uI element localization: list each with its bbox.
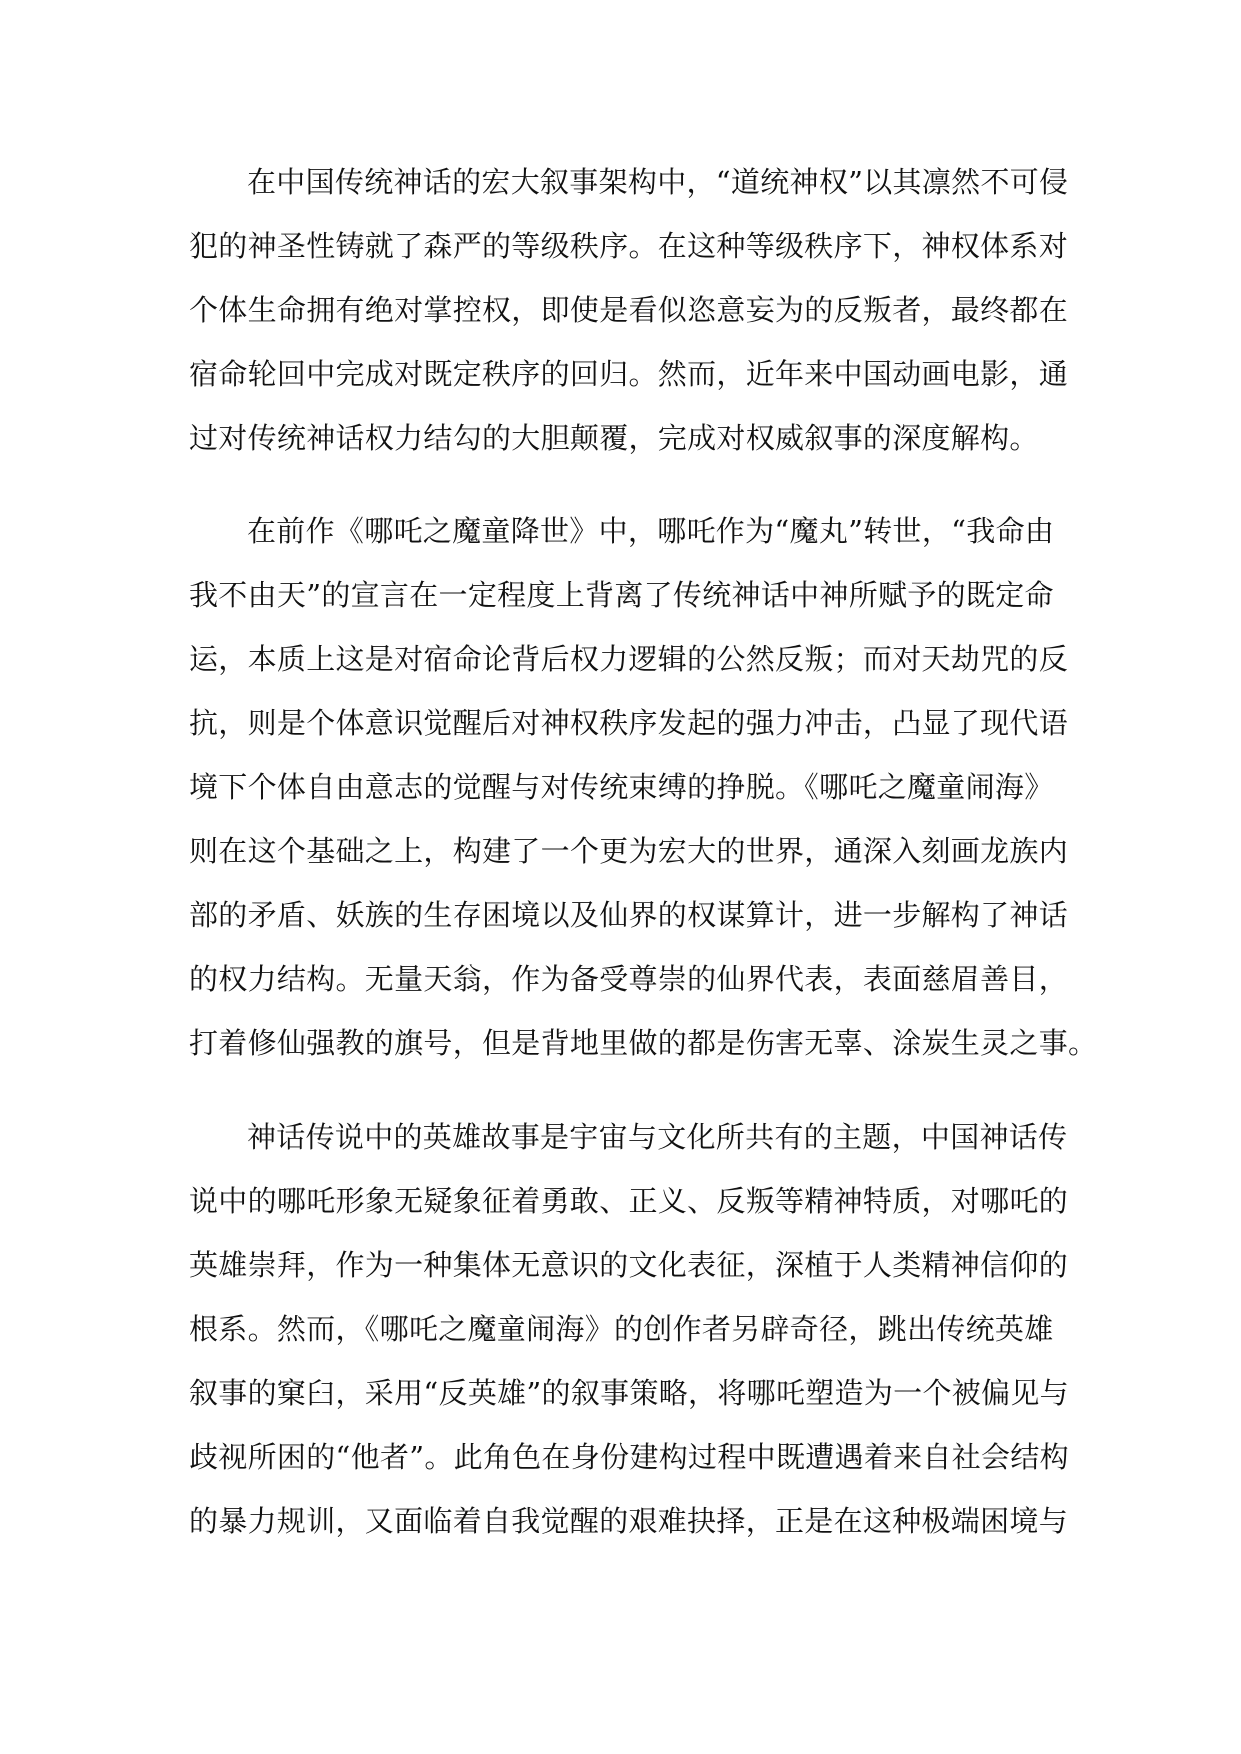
paragraph-3-line-4: 根系。然而，《哪吒之魔童闹海》的创作者另辟奇径，跳出传统英雄: [189, 1312, 1054, 1346]
paragraph-2-line-1: 在前作《哪吒之魔童降世》中，哪吒作为“魔丸”转世，“我命由: [247, 514, 1055, 548]
paragraph-2-line-5: 境下个体自由意志的觉醒与对传统束缚的挣脱。《哪吒之魔童闹海》: [189, 770, 1054, 804]
paragraph-3-line-5: 叙事的窠臼，采用“反英雄”的叙事策略，将哪吒塑造为一个被偏见与: [189, 1376, 1069, 1410]
paragraph-1-line-3: 个体生命拥有绝对掌控权，即使是看似恣意妄为的反叛者，最终都在: [189, 293, 1069, 327]
paragraph-2-line-3: 运，本质上这是对宿命论背后权力逻辑的公然反叛；而对天劫咒的反: [189, 642, 1069, 676]
paragraph-3-line-1: 神话传说中的英雄故事是宇宙与文化所共有的主题，中国神话传: [247, 1120, 1068, 1154]
paragraph-1-line-1: 在中国传统神话的宏大叙事架构中，“道统神权”以其凛然不可侵: [247, 165, 1069, 199]
paragraph-2-line-9: 打着修仙强教的旗号，但是背地里做的都是伤害无辜、涂炭生灵之事。: [189, 1026, 1098, 1060]
paragraph-3-line-6: 歧视所困的“他者”。此角色在身份建构过程中既遭遇着来自社会结构: [189, 1440, 1069, 1474]
paragraph-2-line-6: 则在这个基础之上，构建了一个更为宏大的世界，通深入刻画龙族内: [189, 834, 1069, 868]
paragraph-1-line-2: 犯的神圣性铸就了森严的等级秩序。在这种等级秩序下，神权体系对: [189, 229, 1069, 263]
paragraph-1-line-5: 过对传统神话权力结勾的大胆颠覆，完成对权威叙事的深度解构。: [189, 421, 1039, 455]
paragraph-3-line-2: 说中的哪吒形象无疑象征着勇敢、正义、反叛等精神特质，对哪吒的: [189, 1184, 1069, 1218]
paragraph-2-line-7: 部的矛盾、妖族的生存困境以及仙界的权谋算计，进一步解构了神话: [189, 898, 1069, 932]
paragraph-2-line-4: 抗，则是个体意识觉醒后对神权秩序发起的强力冲击，凸显了现代语: [189, 706, 1069, 740]
paragraph-2-line-2: 我不由天”的宣言在一定程度上背离了传统神话中神所赋予的既定命: [189, 578, 1054, 612]
paragraph-1-line-4: 宿命轮回中完成对既定秩序的回归。然而，近年来中国动画电影，通: [189, 357, 1069, 391]
paragraph-2-line-8: 的权力结构。无量天翁，作为备受尊崇的仙界代表，表面慈眉善目，: [189, 962, 1069, 996]
paragraph-3-line-3: 英雄崇拜，作为一种集体无意识的文化表征，深植于人类精神信仰的: [189, 1248, 1069, 1282]
paragraph-3-line-7: 的暴力规训，又面临着自我觉醒的艰难抉择，正是在这种极端困境与: [189, 1504, 1069, 1538]
